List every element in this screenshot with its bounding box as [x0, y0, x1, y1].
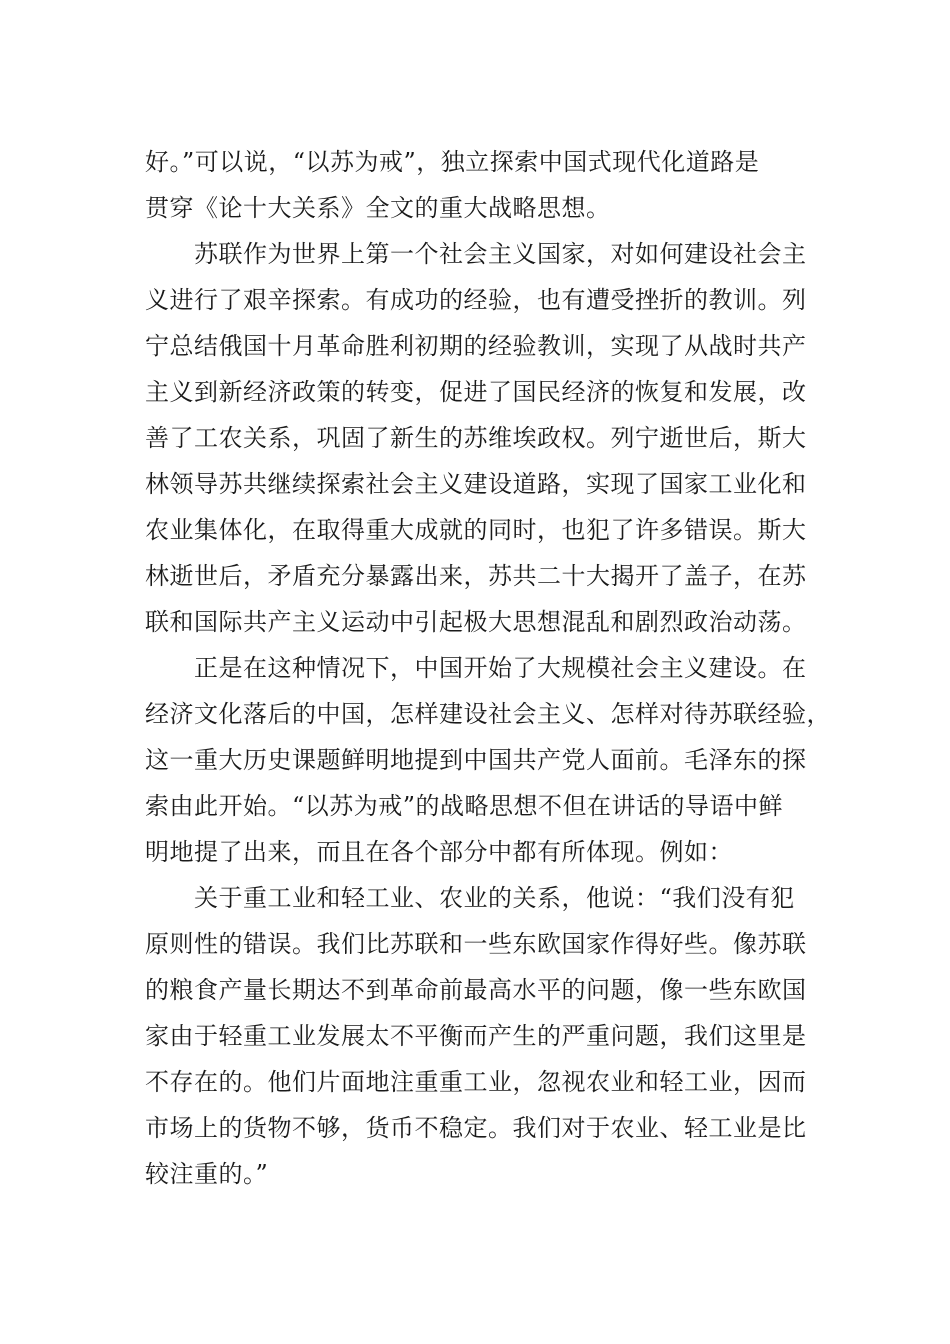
text-line: 明地提了出来，而且在各个部分中都有所体现。例如： [145, 838, 733, 866]
text-line: 主义到新经济政策的转变，促进了国民经济的恢复和发展，改 [145, 378, 807, 406]
text-line: 家由于轻重工业发展太不平衡而产生的严重问题，我们这里是 [145, 1022, 807, 1050]
paragraph-4 [145, 875, 835, 1197]
text-line: 较注重的。” [145, 1160, 269, 1188]
text-line: 关于重工业和轻工业、农业的关系，他说：“我们没有犯 [194, 884, 795, 912]
document-body [145, 139, 835, 1197]
text-line: 原则性的错误。我们比苏联和一些东欧国家作得好些。像苏联 [145, 930, 807, 958]
text-line: 贯穿《论十大关系》全文的重大战略思想。 [145, 194, 611, 222]
text-line: 宁总结俄国十月革命胜利初期的经验教训，实现了从战时共产 [145, 332, 807, 360]
text-line: 苏联作为世界上第一个社会主义国家，对如何建设社会主 [194, 240, 807, 268]
text-line: 义进行了艰辛探索。有成功的经验，也有遭受挫折的教训。列 [145, 286, 807, 314]
text-line: 林逝世后，矛盾充分暴露出来，苏共二十大揭开了盖子，在苏 [145, 562, 807, 590]
text-line: 的粮食产量长期达不到革命前最高水平的问题，像一些东欧国 [145, 976, 807, 1004]
text-line: 林领导苏共继续探索社会主义建设道路，实现了国家工业化和 [145, 470, 807, 498]
text-line: 经济文化落后的中国，怎样建设社会主义、怎样对待苏联经验， [145, 700, 831, 728]
text-line: 农业集体化，在取得重大成就的同时，也犯了许多错误。斯大 [145, 516, 807, 544]
text-line: 这一重大历史课题鲜明地提到中国共产党人面前。毛泽东的探 [145, 746, 807, 774]
text-line: 联和国际共产主义运动中引起极大思想混乱和剧烈政治动荡。 [145, 608, 807, 636]
text-line: 善了工农关系，巩固了新生的苏维埃政权。列宁逝世后，斯大 [145, 424, 807, 452]
paragraph-3 [145, 645, 835, 875]
text-line: 市场上的货物不够，货币不稳定。我们对于农业、轻工业是比 [145, 1114, 807, 1142]
text-line: 好。”可以说，“以苏为戒”，独立探索中国式现代化道路是 [145, 148, 760, 176]
text-line: 不存在的。他们片面地注重重工业，忽视农业和轻工业，因而 [145, 1068, 807, 1096]
text-line: 索由此开始。“以苏为戒”的战略思想不但在讲话的导语中鲜 [145, 792, 784, 820]
paragraph-2 [145, 231, 835, 645]
text-line: 正是在这种情况下，中国开始了大规模社会主义建设。在 [194, 654, 807, 682]
paragraph-1 [145, 139, 835, 231]
